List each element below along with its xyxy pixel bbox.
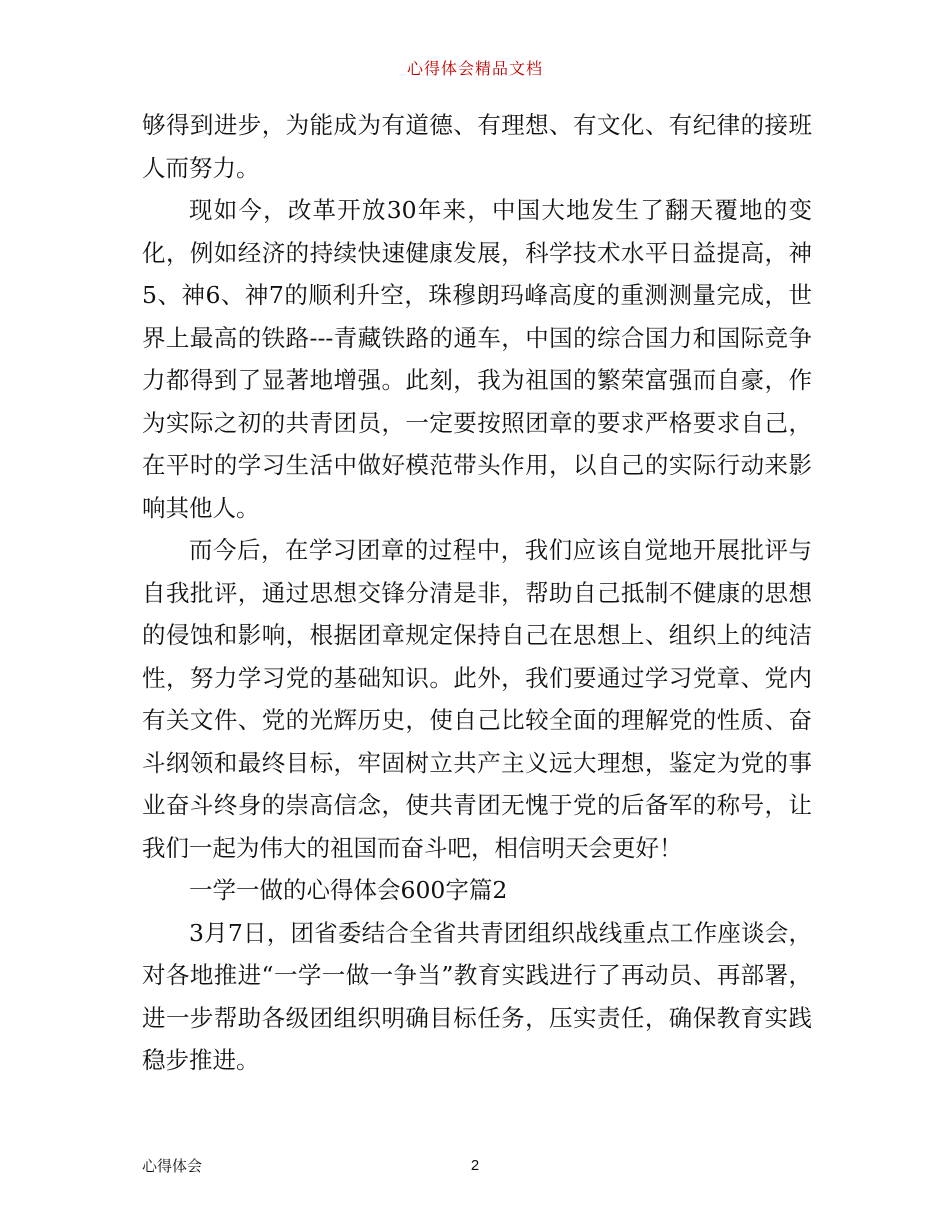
paragraph-1: 够得到进步，为能成为有道德、有理想、有文化、有纪律的接班人而努力。 xyxy=(142,111,812,182)
footer-label: 心得体会 xyxy=(142,1157,203,1175)
paragraph-4: 3月7日，团省委结合全省共青团组织战线重点工作座谈会，对各地推进“一学一做一争当”教育实践进行了再动员、再部署，进一步帮助各级团组织明确目标任务，压实责任，确保教育实践稳步推进。 xyxy=(142,918,812,1074)
page-number: 2 xyxy=(470,1157,480,1174)
paragraph-3: 而今后，在学习团章的过程中，我们应该自觉地开展批评与自我批评，通过思想交锋分清是非，帮助自己抵制不健康的思想的侵蚀和影响，根据团章规定保持自己在思想上、组织上的纯洁性，努力学习党的基础知识。此外，我们要通过学习党章、党内有关文件、党的光辉历史，使自己比较全面的理解党的性质、奋斗纲领和最终目标，牢固树立共产主义远大理想，鉴定为党的事业奋斗终身的崇高信念，使共青团无愧于党的后备军的称号，让我们一起为伟大的祖国而奋斗吧，相信明天会更好！ xyxy=(142,536,812,862)
paragraph-2: 现如今，改革开放30年来，中国大地发生了翻天覆地的变化，例如经济的持续快速健康发展，科学技术水平日益提高，神5、神6、神7的顺利升空，珠穆朗玛峰高度的重测测量完成，世界上最高的铁路---青藏铁路的通车，中国的综合国力和国际竞争力都得到了显著地增强。此刻，我为祖国的繁荣富强而自豪，作为实际之初的共青团员，一定要按照团章的要求严格要求自己，在平时的学习生活中做好模范带头作用，以自己的实际行动来影响其他人。 xyxy=(142,196,812,522)
header-title: 心得体会精品文档 xyxy=(406,59,543,78)
document-body xyxy=(142,104,812,1082)
section-heading: 一学一做的心得体会600字篇2 xyxy=(189,876,508,904)
